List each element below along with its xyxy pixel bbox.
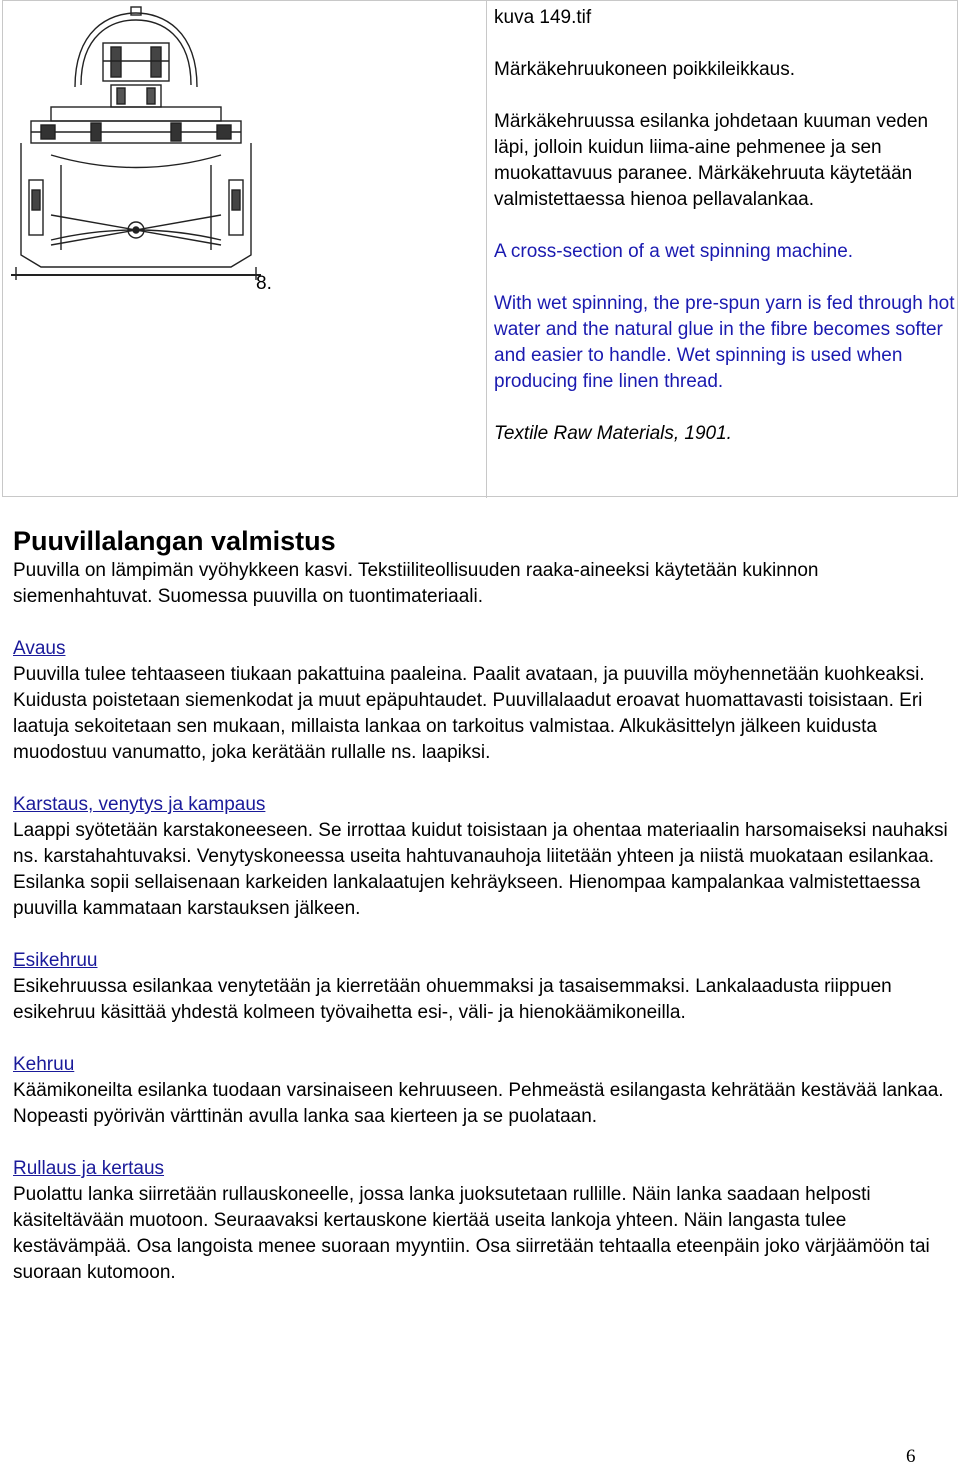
figure-divider — [486, 1, 487, 498]
wet-spinning-machine-drawing-icon — [11, 5, 261, 295]
page-title: Puuvillalangan valmistus — [13, 526, 336, 556]
section-body-avaus: Puuvilla tulee tehtaaseen tiukaan pakattuina paaleina. Paalit avataan, ja puuvilla möyhennetään kuohkeaksi. Kuidusta poistetaan siemenkodat ja muut epäpuhtaudet. Puuvillalaadut eroavat huomattavasti toisistaan. Eri laatuja sekoitetaan sen mukaan, millaista lankaa on tarkoitus valmistaa. Alkukäsittelyn jälkeen kuidusta muodostuu vanumatto, joka kerätään rullalle ns. laapiksi. — [13, 664, 925, 763]
figure-caption — [494, 5, 956, 447]
figure-table — [2, 0, 958, 497]
intro-paragraph: Puuvilla on lämpimän vyöhykkeen kasvi. Tekstiiliteollisuuden raaka-aineeksi käytetään kukinnon siemenhahtuvat. Suomessa puuvilla on tuontimateriaali. — [13, 560, 819, 607]
section-heading-kehruu: Kehruu — [13, 1054, 75, 1075]
caption-filename: kuva 149.tif — [494, 7, 592, 28]
caption-text-fi: Märkäkehruussa esilanka johdetaan kuuman veden läpi, jolloin kuidun liima-aine pehmenee ja sen muokattavuus paranee. Märkäkehruuta käytetään valmistettaessa hienoa pellavalankaa. — [494, 111, 929, 210]
section-body-karstaus: Laappi syötetään karstakoneeseen. Se irrottaa kuidut toisistaan ja ohentaa materiaalin harsomaiseksi nauhaksi ns. karstahahtuvaksi. Venytyskoneessa useita hahtuvanauhoja liitetään yhteen ja niistä muokataan esilankaa. Esilanka sopii sellaisenaan karkeiden lankalaatujen kehräykseen. Hienompaa kampalankaa valmistettaessa puuvilla kammataan karstauksen jälkeen. — [13, 820, 948, 919]
caption-title-fi: Märkäkehruukoneen poikkileikkaus. — [494, 59, 795, 80]
section-heading-rullaus: Rullaus ja kertaus — [13, 1158, 165, 1179]
caption-title-en: A cross-section of a wet spinning machine. — [494, 241, 854, 262]
caption-text-en: With wet spinning, the pre-spun yarn is fed through hot water and the natural glue in the fibre becomes softer and easier to handle. Wet spinning is used when producing fine linen thread. — [494, 293, 955, 392]
page-number: 6 — [906, 1446, 916, 1467]
section-body-esikehruu: Esikehruussa esilankaa venytetään ja kierretään ohuemmaksi ja tasaisemmaksi. Lankalaadusta riippuen esikehruu käsittää yhdestä kolmeen työvaihetta esi-, väli- ja hienokäämikoneilla. — [13, 976, 892, 1023]
figure-cell — [11, 5, 481, 295]
section-body-kehruu: Käämikoneilta esilanka tuodaan varsinaiseen kehruuseen. Pehmeästä esilangasta kehrätään kestävää lankaa. Nopeasti pyörivän värttinän avulla lanka saa kierteen ja se puolataan. — [13, 1080, 944, 1127]
main-content — [13, 524, 948, 1312]
figure-number: 8. — [256, 273, 272, 294]
section-heading-avaus: Avaus — [13, 638, 66, 659]
section-body-rullaus: Puolattu lanka siirretään rullauskoneelle, jossa lanka juoksutetaan rullille. Näin lanka saadaan helposti käsiteltävään muotoon. Seuraavaksi kertauskone kiertää useita lankoja yhteen. Näin langasta tulee kestävämpää. Osa langoista menee suoraan myyntiin. Osa siirretään tehtaalla eteenpäin joko värjäämöön tai suoraan kutomoon. — [13, 1184, 930, 1283]
caption-source: Textile Raw Materials, 1901. — [494, 423, 732, 444]
section-heading-karstaus: Karstaus, venytys ja kampaus — [13, 794, 266, 815]
section-heading-esikehruu: Esikehruu — [13, 950, 98, 971]
